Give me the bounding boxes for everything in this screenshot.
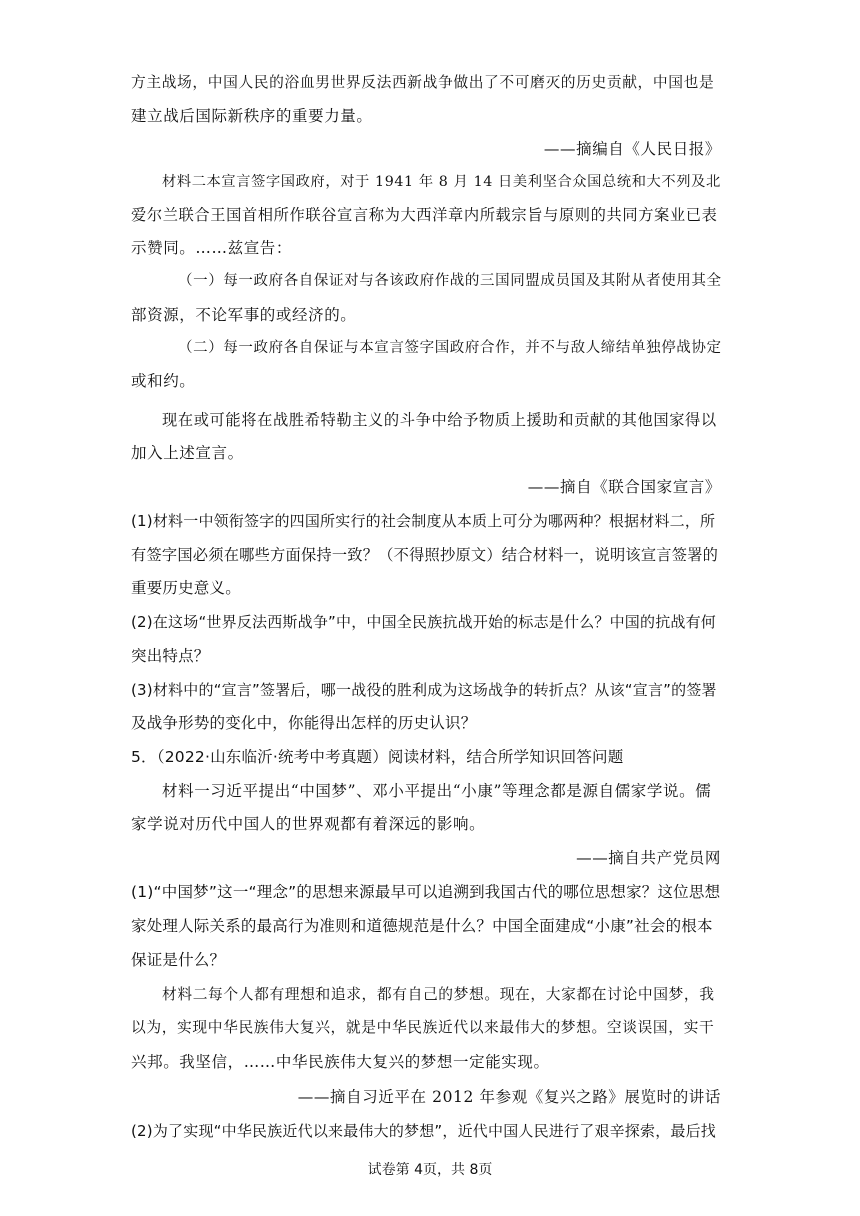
text-line: 材料二每个人都有理想和追求，都有自己的梦想。现在，大家都在讨论中国梦，我 bbox=[162, 986, 715, 1003]
page-footer: 试卷第 4页，共 8页 bbox=[367, 1162, 493, 1178]
text-line: 爱尔兰联合王国首相所作联谷宣言称为大西洋章内所载宗旨与原则的共同方案业已表 bbox=[131, 206, 718, 224]
question-line: (1)“中国梦”这一“理念”的思想来源最早可以追溯到我国古代的哪位思想家？这位思想 bbox=[131, 883, 721, 901]
question-line: (3)材料中的“宣言”签署后，哪一战役的胜利成为这场战争的转折点？从该“宣言”的签署 bbox=[131, 681, 717, 699]
text-line: 加入上述宣言。 bbox=[131, 444, 244, 462]
text-line: 方主战场，中国人民的浴血男世界反法西新战争做出了不可磨灭的历史贡献，中国也是 bbox=[131, 74, 715, 91]
source-citation: ——摘编自《人民日报》 bbox=[543, 140, 721, 158]
question-line: (2)在这场“世界反法西斯战争”中，中国全民族抗战开始的标志是什么？中国的抗战有何 bbox=[131, 613, 716, 631]
question-line: 突出特点？ bbox=[131, 647, 210, 665]
question-line: (2)为了实现“中华民族近代以来最伟大的梦想”，近代中国人民进行了艰辛探索，最后找 bbox=[131, 1122, 716, 1140]
text-line: 以为，实现中华民族伟大复兴，就是中华民族近代以来最伟大的梦想。空谈误国，实干 bbox=[131, 1019, 715, 1036]
text-line: 或和约。 bbox=[131, 372, 196, 390]
source-citation: ——摘自习近平在 2012 年参观《复兴之路》展览时的讲话 bbox=[297, 1088, 721, 1106]
question-line: 重要历史意义。 bbox=[131, 579, 241, 597]
source-citation: ——摘自共产党员网 bbox=[576, 849, 721, 867]
question-line: 保证是什么？ bbox=[131, 951, 226, 969]
text-line: 示赞同。……兹宣告： bbox=[131, 239, 293, 257]
text-line: 家学说对历代中国人的世界观都有着深远的影响。 bbox=[131, 815, 486, 833]
text-line: 建立战后国际新秩序的重要力量。 bbox=[131, 107, 373, 125]
source-citation: ——摘自《联合国家宣言》 bbox=[527, 478, 721, 496]
text-line: 材料一习近平提出“中国梦”、邓小平提出“小康”等理念都是源自儒家学说。儒 bbox=[162, 782, 712, 800]
question-line: 及战争形势的变化中，你能得出怎样的历史认识？ bbox=[131, 714, 477, 732]
question-line: (1)材料一中领衔签字的四国所实行的社会制度从本质上可分为哪两种？根据材料二，所 bbox=[131, 512, 716, 530]
text-line: （一）每一政府各自保证对与各该政府作战的三国同盟成员国及其附从者使用其全 bbox=[178, 273, 722, 289]
question-line: 家处理人际关系的最高行为准则和道德规范是什么？中国全面建成“小康”社会的根本 bbox=[131, 917, 713, 935]
text-line: 部资源，不论军事的或经济的。 bbox=[131, 306, 357, 324]
text-line: （二）每一政府各自保证与本宣言签字国政府合作，并不与敌人缔结单独停战协定 bbox=[178, 340, 722, 356]
text-line: 现在或可能将在战胜希特勒主义的斗争中给予物质上援助和贡献的其他国家得以 bbox=[162, 411, 717, 429]
question-heading: 5．（2022·山东临沂·统考中考真题）阅读材料，结合所学知识回答问题 bbox=[131, 748, 624, 766]
text-line: 兴邦。我坚信，……中华民族伟大复兴的梦想一定能实现。 bbox=[131, 1053, 550, 1071]
question-line: 有签字国必须在哪些方面保持一致？（不得照抄原文）结合材料一，说明该宣言签署的 bbox=[131, 546, 719, 564]
text-line: 材料二本宣言签字国政府，对于 1941 年 8 月 14 日美利坚合众国总统和大不列及北 bbox=[162, 174, 721, 190]
